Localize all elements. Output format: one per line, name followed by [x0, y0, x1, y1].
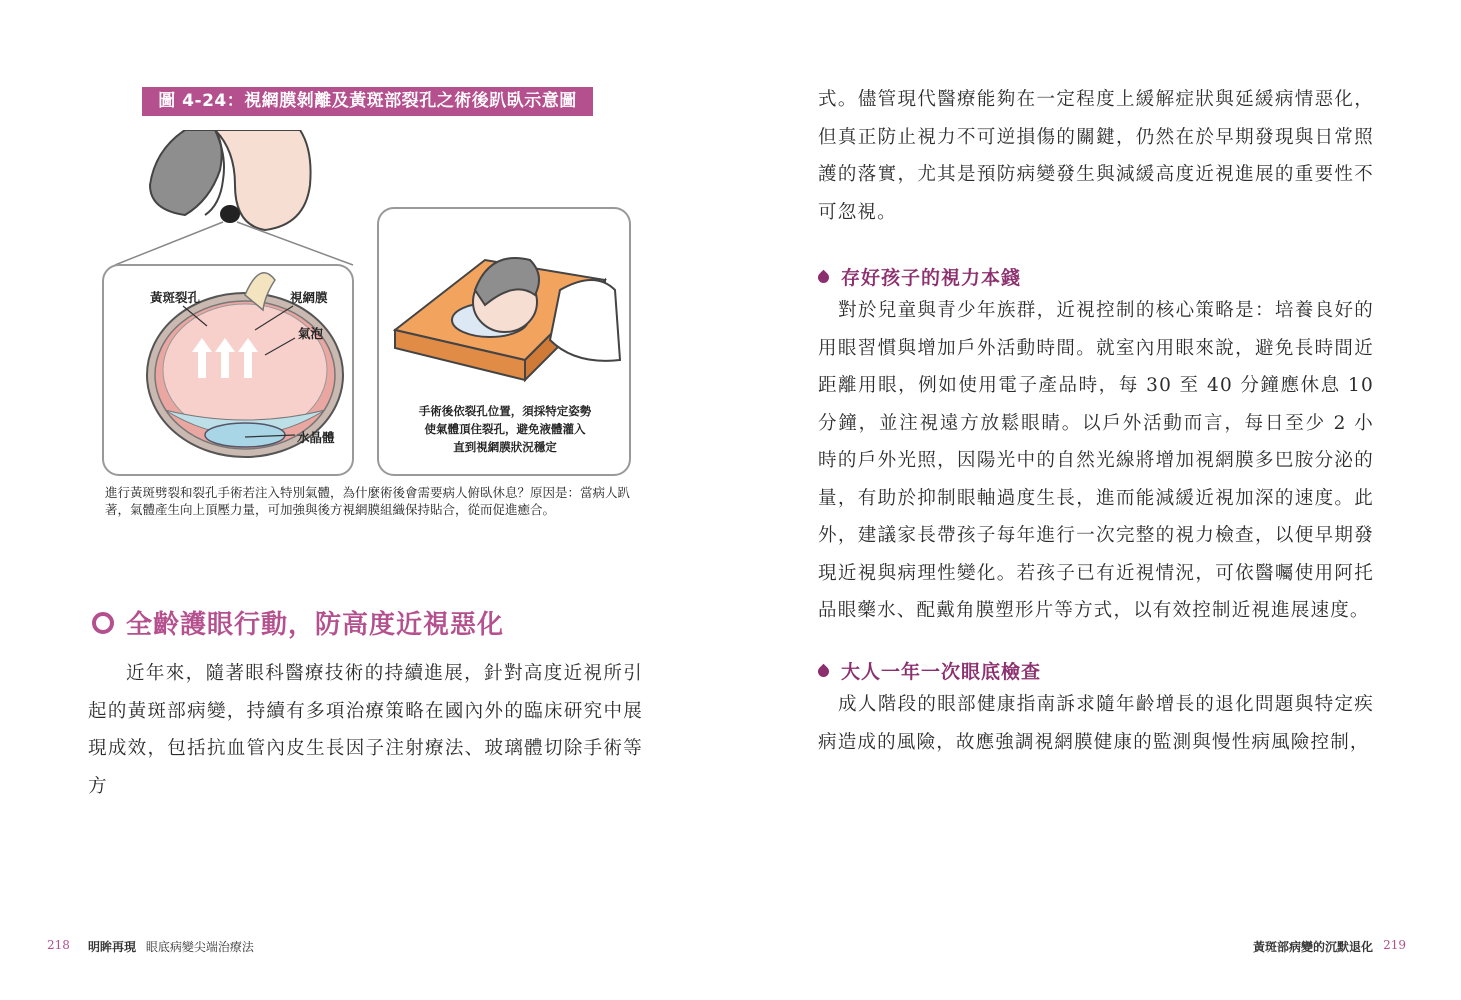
note-line-1: 手術後依裂孔位置，須採特定姿勢	[418, 404, 592, 418]
figure-caption: 進行黃斑劈裂和裂孔手術若注入特別氣體，為什麼術後會需要病人俯臥休息？原因是：當病人趴著，氣體產生向上頂壓力量，可加強與後方視網膜組織保持貼合，從而促進癒合。	[105, 485, 631, 517]
left-page-number: 218	[47, 938, 70, 952]
label-macular-hole: 黃斑裂孔	[150, 290, 201, 305]
note-line-3: 直到視網膜狀況穩定	[453, 440, 557, 454]
section-heading-text: 全齡護眼行動，防高度近視惡化	[126, 610, 505, 640]
head-illustration	[150, 130, 311, 230]
drop-icon	[816, 270, 832, 286]
section2-paragraph: 成人階段的眼部健康指南訴求隨年齡增長的退化問題與特定疾病造成的風險，故應強調視網膜健康的監測與慢性病風險控制，	[818, 694, 1374, 753]
label-lens: 水晶體	[297, 430, 335, 445]
section-heading	[92, 607, 504, 643]
drop-icon	[816, 664, 832, 680]
circle-bullet-icon	[92, 612, 114, 634]
figure-title: 圖 4-24：視網膜剝離及黃斑部裂孔之術後趴臥示意圖	[142, 87, 593, 116]
book-subtitle: 眼底病變尖端治療法	[145, 940, 254, 954]
section1-paragraph: 對於兒童與青少年族群，近視控制的核心策略是：培養良好的用眼習慣與增加戶外活動時間。就室內用眼來說，避免長時間近距離用眼，例如使用電子產品時，每 30 至 40 分鐘應休息 10 分鐘，並注視遠方放鬆眼睛。以戶外活動而言，每日至少 2 小時的戶外光照，因陽光中的自然光線將增加視網膜多巴胺分泌的量，有助於抑制眼軸過度生長，進而能減緩近視加深的速度。此外，建議家長帶孩子每年進行一次完整的視力檢查，以便早期發現近視與病理性變化。若孩子已有近視情況，可依醫囑使用阿托品眼藥水、配戴角膜塑形片等方式，以有效控制近視進展速度。	[818, 300, 1374, 621]
right-intro-paragraph: 式。儘管現代醫療能夠在一定程度上緩解症狀與延緩病情惡化，但真正防止視力不可逆損傷的關鍵，仍然在於早期發現與日常照護的落實，尤其是預防病變發生與減緩高度近視進展的重要性不可忽視。	[818, 89, 1374, 223]
subheading-adults	[818, 658, 1041, 686]
subheading-adults-text: 大人一年一次眼底檢查	[841, 661, 1042, 683]
book-title: 明眸再現	[88, 940, 137, 954]
note-line-2: 使氣體頂住裂孔，避免液體灌入	[424, 422, 586, 436]
figure-illustration	[95, 130, 640, 480]
label-retina: 視網膜	[290, 290, 328, 305]
running-header-left	[88, 938, 254, 955]
label-bubble: 氣泡	[298, 326, 324, 341]
left-paragraph: 近年來，隨著眼科醫療技術的持續進展，針對高度近視所引起的黃斑部病變，持續有多項治療策略在國內外的臨床研究中展現成效，包括抗血管內皮生長因子注射療法、玻璃體切除手術等方	[88, 663, 643, 797]
right-page-number: 219	[1383, 938, 1406, 952]
running-header-right: 黃斑部病變的沉默退化	[1252, 940, 1373, 954]
subheading-children-text: 存好孩子的視力本錢	[841, 267, 1022, 289]
subheading-children	[818, 264, 1021, 292]
